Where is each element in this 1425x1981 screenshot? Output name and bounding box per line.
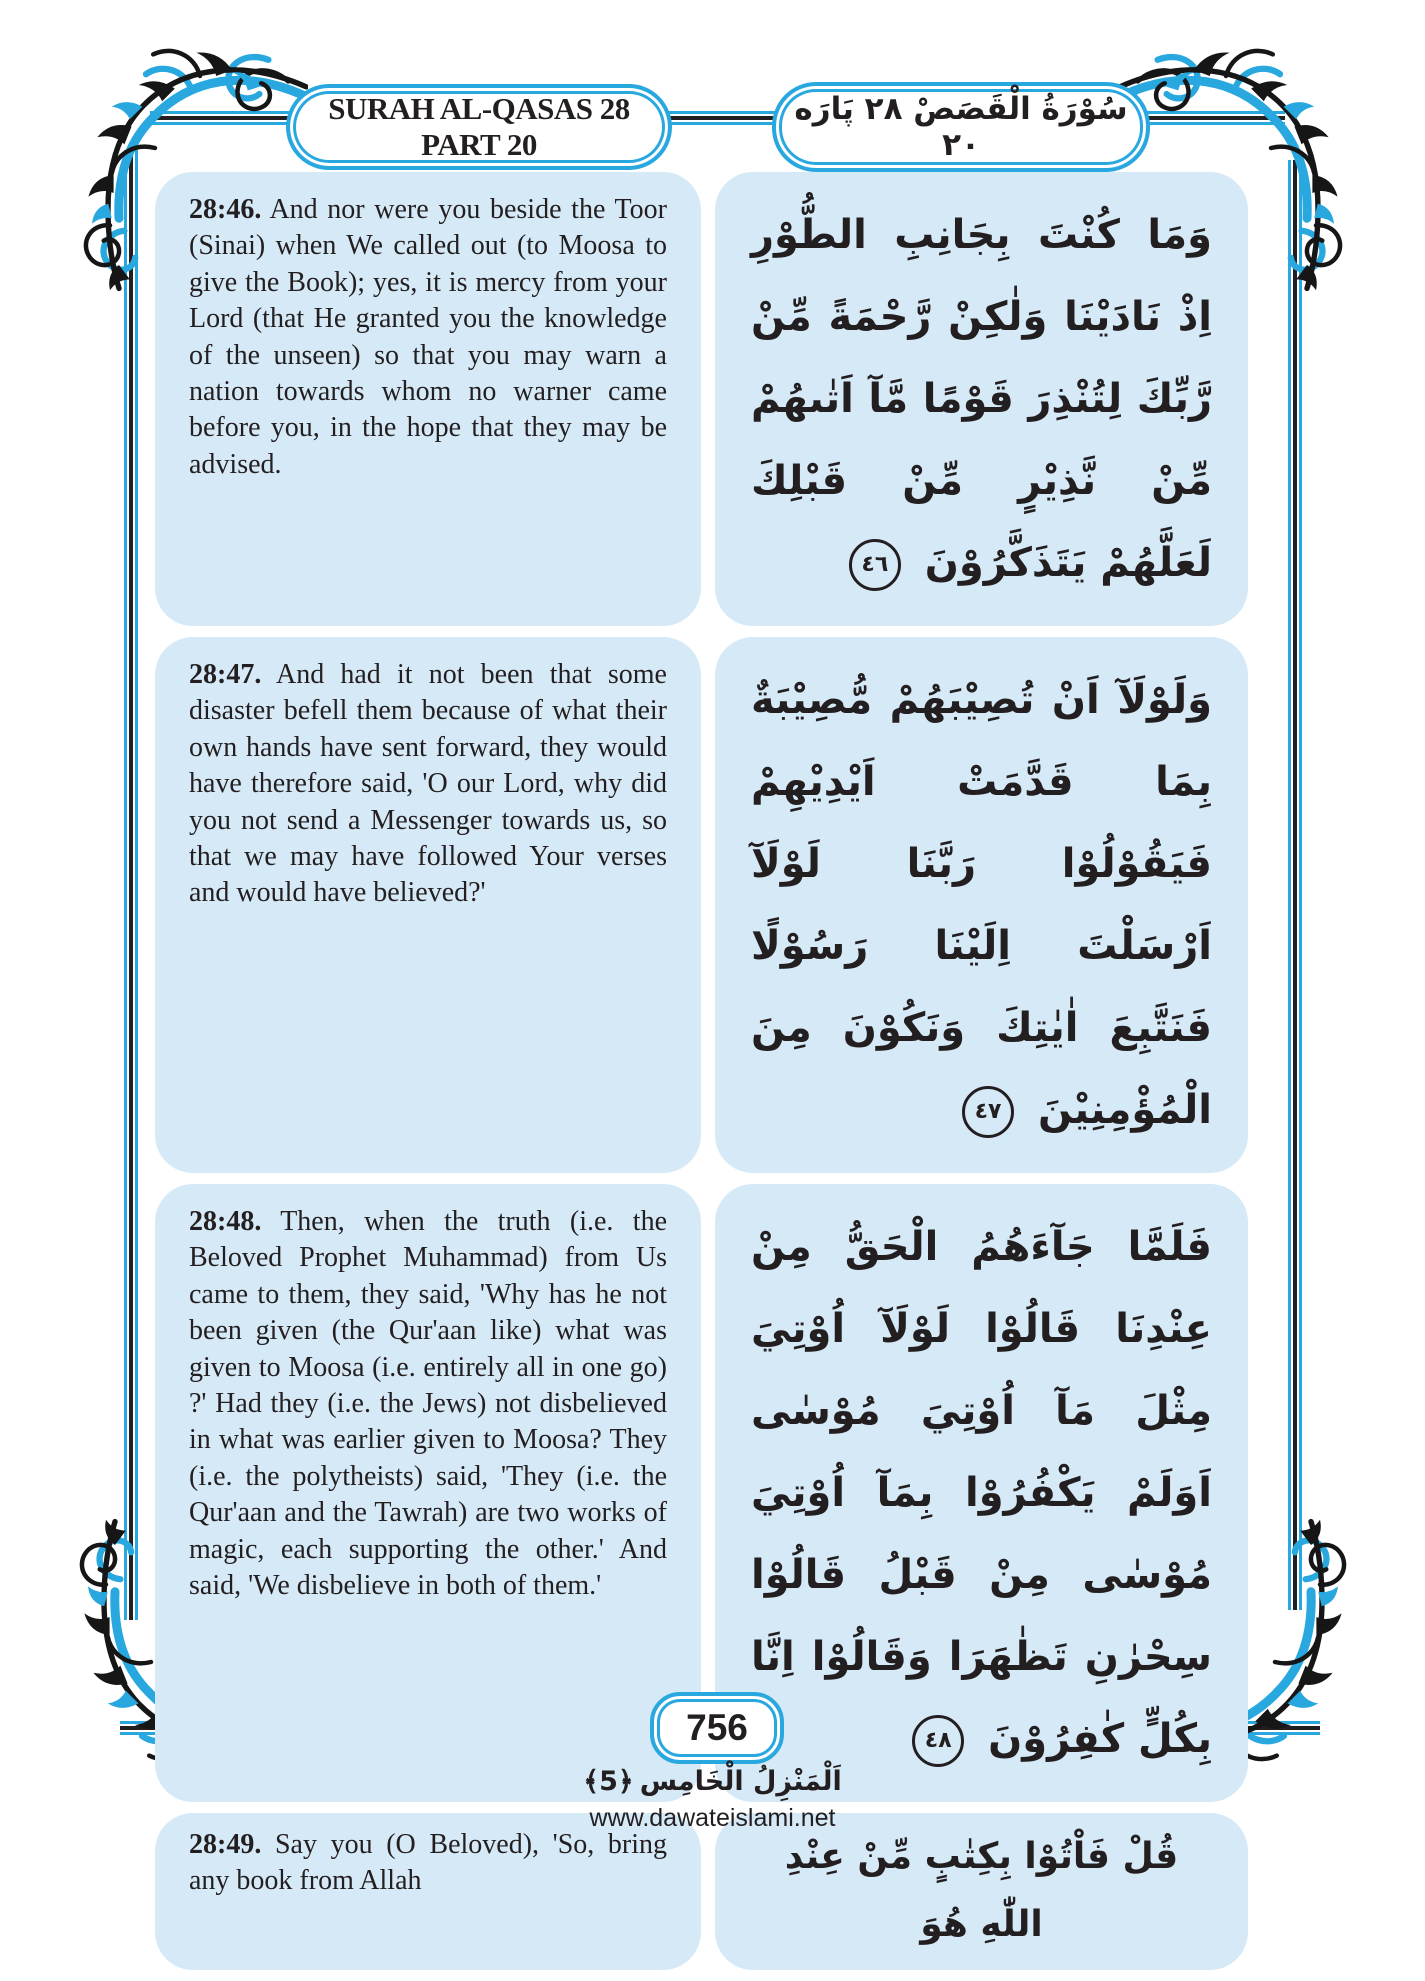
verse-english-text: Say you (O Beloved), 'So, bring any book from Allah [189, 1829, 668, 1897]
verse-ref: 28:46. [189, 194, 262, 225]
verse-english-box [155, 637, 701, 1173]
frame-line-left [124, 150, 138, 1620]
verse-english-text: And nor were you beside the Toor (Sinai) when We called out (to Moosa to give the Book); yes, it is mercy from your Lord (that He granted you the knowledge of the unseen) so that you may warn a nation towards whom no warner came before you, in the hope that they may be advised. [189, 194, 667, 480]
verse-ref: 28:49. [189, 1829, 262, 1860]
ayah-number-badge: ٤٧ [962, 1086, 1014, 1138]
verse-arabic-text: قُلْ فَاْتُوْا بِكِتٰبٍ مِّنْ عِنْدِ اللّٰهِ هُوَ [784, 1836, 1179, 1946]
verse-arabic-box [715, 1184, 1248, 1802]
verse-english-box [155, 1184, 701, 1802]
verse-english-text: And had it not been that some disaster befell them because of what their own hands have sent forward, they would have therefore said, 'O our Lord, why did you not send a Messenger towards us, so that we may have followed Your verses and would have believed?' [189, 659, 667, 909]
verse-arabic-text: فَلَمَّا جَآءَهُمُ الْحَقُّ مِنْ عِنْدِنَا قَالُوْا لَوْلَآ اُوْتِيَ مِثْلَ مَآ اُوْتِيَ مُوْسٰى اَوَلَمْ يَكْفُرُوْا بِمَآ اُوْتِيَ مُوْسٰى مِنْ قَبْلُ قَالُوْا سِحْرٰنِ تَظٰهَرَا وَقَالُوْا اِنَّا بِكُلٍّ كٰفِرُوْنَ [751, 1224, 1212, 1762]
verse-row [155, 1813, 1248, 1970]
surah-title-text: SURAH AL-QASAS 28 PART 20 [328, 91, 630, 162]
verse-english-text: Then, when the truth (i.e. the Beloved Prophet Muhammad) from Us came to them, they said, 'Why has he not been given (the Qur'aan like) what was given to Moosa (i.e. entirely all in one go) ?' Had they (i.e. the Jews) not disbelieved in what was earlier given to Moosa? They (i.e. the polytheists) said, 'They (i.e. the Qur'aan and the Tawrah) are two works of magic, each supporting the other.' And said, 'We disbelieve in both of them.' [189, 1206, 667, 1601]
surah-title-banner-arabic [772, 82, 1150, 172]
surah-title-banner [286, 84, 672, 170]
ayah-number-badge: ٤٦ [849, 539, 901, 591]
manzil-number-ornament: ﴿5﴾ [583, 1766, 634, 1797]
surah-title-arabic-text: سُوْرَةُ الْقَصَصْ ٢٨ پَارَه ٢٠ [794, 91, 1128, 163]
frame-line-right [1288, 160, 1302, 1610]
verse-ref: 28:47. [189, 659, 262, 690]
page-number: 756 [686, 1707, 748, 1748]
verse-english-box [155, 1813, 701, 1970]
verse-arabic-text: وَلَوْلَآ اَنْ تُصِيْبَهُمْ مُّصِيْبَةٌ بِمَا قَدَّمَتْ اَيْدِيْهِمْ فَيَقُوْلُوْا رَبَّنَا لَوْلَآ اَرْسَلْتَ اِلَيْنَا رَسُوْلًا فَنَتَّبِعَ اٰيٰتِكَ وَنَكُوْنَ مِنَ الْمُؤْمِنِيْنَ [751, 677, 1212, 1133]
website-url: www.dawateislami.net [589, 1804, 836, 1832]
verse-arabic-box [715, 1813, 1248, 1970]
verse-row [155, 172, 1248, 626]
verse-arabic-box [715, 637, 1248, 1173]
ayah-number-badge: ٤٨ [912, 1715, 964, 1767]
manzil-marker [0, 1766, 1425, 1797]
verse-arabic-text: وَمَا كُنْتَ بِجَانِبِ الطُّوْرِ اِذْ نَادَيْنَا وَلٰكِنْ رَّحْمَةً مِّنْ رَّبِّكَ لِتُنْذِرَ قَوْمًا مَّآ اَتٰىهُمْ مِّنْ نَّذِيْرٍ مِّنْ قَبْلِكَ لَعَلَّهُمْ يَتَذَكَّرُوْنَ [751, 212, 1212, 586]
verse-english-box [155, 172, 701, 626]
verse-ref: 28:48. [189, 1206, 262, 1237]
page-number-badge [650, 1692, 784, 1764]
manzil-arabic-text: اَلْمَنْزِلُ الْخَامِس [639, 1766, 842, 1797]
verse-arabic-box [715, 172, 1248, 626]
verse-row [155, 637, 1248, 1173]
